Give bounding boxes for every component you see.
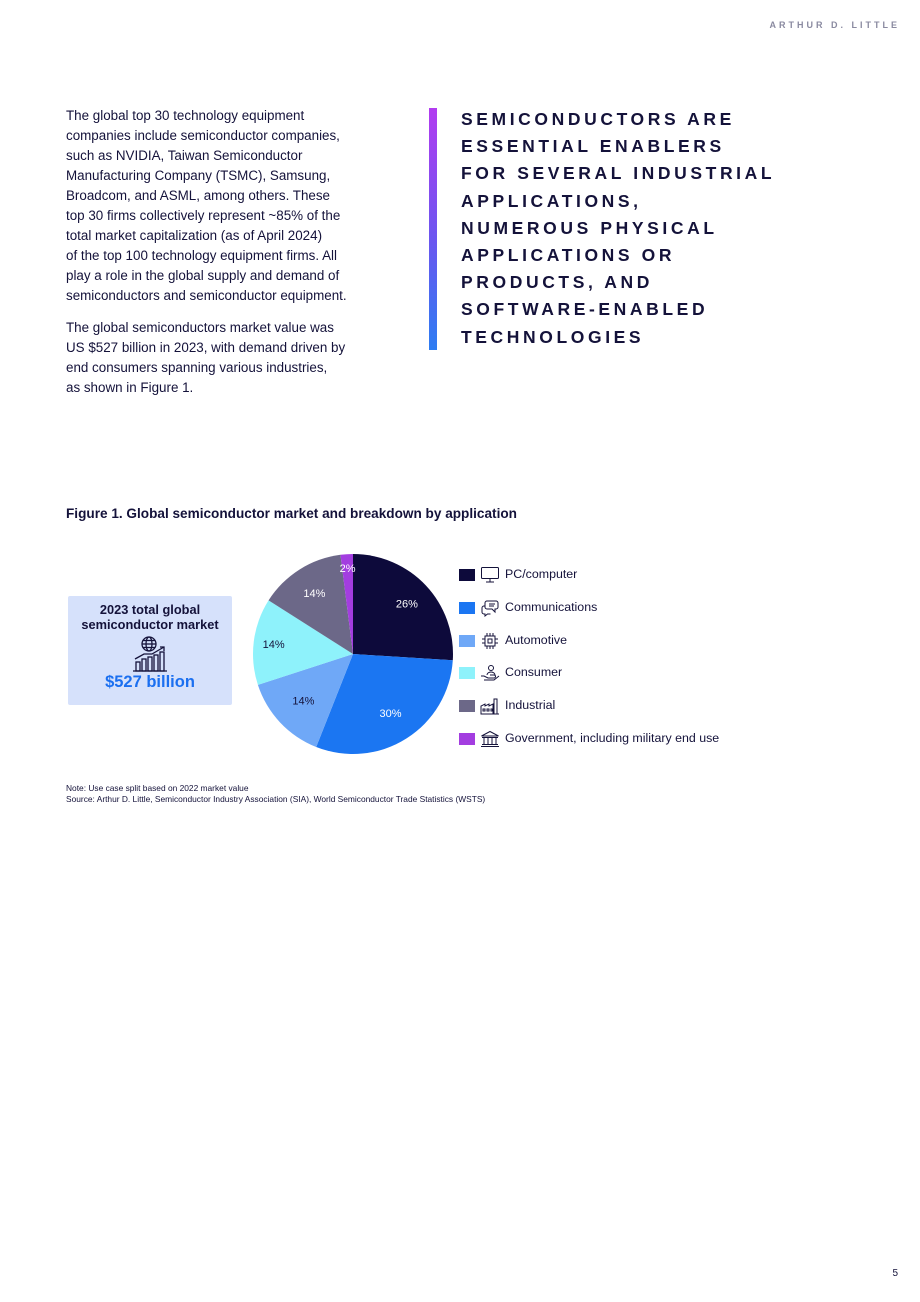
legend-swatch-consumer: [459, 667, 475, 679]
chat-bubbles-icon: [480, 599, 500, 617]
legend-label-automotive: Automotive: [505, 633, 567, 647]
pie-label-pc-computer: 26%: [395, 598, 418, 611]
government-building-icon: [480, 730, 500, 748]
legend-label-pc-computer: PC/computer: [505, 567, 578, 581]
chip-icon: [480, 632, 500, 650]
monitor-icon: [480, 566, 500, 584]
legend-label-communications: Communications: [505, 600, 598, 614]
pull-quote-text: SEMICONDUCTORS ARE ESSENTIAL ENABLERS FOR SEVERAL INDUSTRIAL APPLICATIONS, NUMEROUS PHYSICAL APPLICATIONS OR PRODUCTS, AND SOFTWARE-ENABLED TECHNOLOGIES: [461, 109, 776, 347]
legend-label-consumer: Consumer: [505, 665, 563, 679]
factory-icon: [480, 697, 500, 715]
page-number: 5: [892, 1268, 898, 1279]
pie-label-automotive: 14%: [292, 695, 315, 708]
pie-label-government: 2%: [339, 563, 356, 576]
legend-label-industrial: Industrial: [505, 698, 556, 712]
body-paragraph-2: The global semiconductors market value was US $527 billion in 2023, with demand driven by end consumers spanning various industries, as shown in Figure 1.: [66, 320, 346, 395]
market-total-value: $527 billion: [105, 673, 195, 691]
brand-header: ARTHUR D. LITTLE: [769, 20, 900, 30]
pie-slices: [253, 554, 453, 754]
legend-item-consumer: [459, 664, 779, 682]
pie-label-consumer: 14%: [262, 638, 285, 651]
legend-item-industrial: [459, 697, 779, 715]
pie-chart: [248, 550, 458, 760]
legend-label-government: Government, including military end use: [505, 731, 720, 745]
figure-title: Figure 1. Global semiconductor market and breakdown by application: [66, 506, 517, 521]
pie-label-industrial: 14%: [303, 588, 326, 601]
pull-quote-accent-bar: [429, 108, 437, 350]
figure-source: Source: Arthur D. Little, Semiconductor Industry Association (SIA), World Semiconductor Trade Statistics (WSTS): [66, 793, 486, 804]
legend-item-government: [459, 730, 779, 748]
market-total-box: [68, 596, 232, 705]
pie-label-communications: 30%: [379, 708, 402, 721]
body-paragraph-1: The global top 30 technology equipment companies include semiconductor companies, such as NVIDIA, Taiwan Semiconductor Manufacturing Company (TSMC), Samsung, Broadcom, and ASML, among others. These top 30 firms collectively represent ~85% of the total market capitalization (as of April 2024) of the top 100 technology equipment firms. All play a role in the global supply and demand of semiconductors and semiconductor equipment.: [66, 108, 347, 303]
legend-item-pc-computer: [459, 566, 779, 584]
figure-notes: [66, 783, 485, 804]
legend-swatch-automotive: [459, 635, 475, 647]
hand-user-icon: [480, 664, 500, 682]
figure-note: Note: Use case split based on 2022 market value: [66, 783, 249, 793]
legend-item-automotive: [459, 632, 779, 650]
legend-swatch-industrial: [459, 700, 475, 712]
body-text-column: [66, 106, 401, 410]
legend-swatch-pc-computer: [459, 569, 475, 581]
legend-item-communications: [459, 599, 779, 617]
legend-swatch-government: [459, 733, 475, 745]
market-total-label: 2023 total global semiconductor market: [81, 602, 219, 632]
globe-growth-chart-icon: [132, 636, 168, 672]
legend-swatch-communications: [459, 602, 475, 614]
